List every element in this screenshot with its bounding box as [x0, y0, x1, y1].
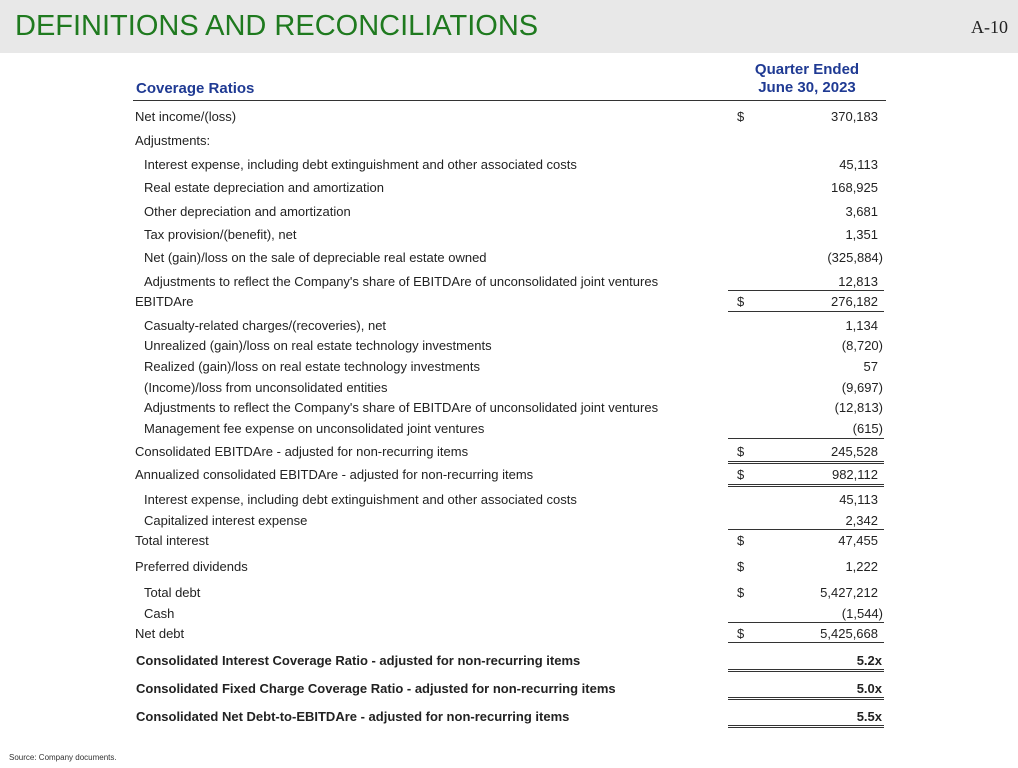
row-label: Adjustments to reflect the Company's share of EBITDAre of unconsolidated joint ventures — [144, 274, 659, 289]
row-label: Total interest — [135, 533, 209, 548]
total-rule — [728, 461, 884, 462]
section-title: Coverage Ratios — [136, 80, 255, 97]
row-value: 5,425,668 — [820, 626, 878, 641]
row-label: Adjustments: — [135, 133, 211, 148]
table-row — [0, 513, 1018, 529]
row-value: 276,182 — [831, 294, 878, 309]
table-row — [0, 492, 1018, 508]
row-value: 5.5x — [856, 709, 882, 724]
row-value: 245,528 — [831, 444, 878, 459]
table-row — [0, 318, 1018, 334]
table-row — [0, 338, 1018, 354]
ratio-rule — [728, 697, 884, 698]
total-rule — [728, 463, 884, 464]
subtotal-rule — [728, 622, 884, 623]
row-value: 45,113 — [839, 157, 878, 172]
row-label: Consolidated Fixed Charge Coverage Ratio - adjusted for non-recurring items — [136, 681, 616, 696]
table-row — [0, 109, 1018, 125]
row-label: Tax provision/(benefit), net — [144, 227, 297, 242]
ratio-rule — [728, 671, 884, 672]
table-row — [0, 400, 1018, 416]
subtotal-rule — [728, 529, 884, 530]
row-value: 3,681 — [845, 204, 878, 219]
row-label: Cash — [144, 606, 175, 621]
row-label: EBITDAre — [135, 294, 194, 309]
row-value: 47,455 — [838, 533, 878, 548]
row-value: (9,697) — [841, 380, 883, 395]
row-label: Casualty-related charges/(recoveries), net — [144, 318, 387, 333]
row-label: Consolidated EBITDAre - adjusted for non-recurring items — [135, 444, 469, 459]
row-label: Adjustments to reflect the Company's share of EBITDAre of unconsolidated joint ventures — [144, 400, 659, 415]
page-number: A-10 — [971, 17, 1008, 37]
row-value: 45,113 — [839, 492, 878, 507]
dollar-sign: $ — [737, 585, 745, 600]
row-label: Consolidated Interest Coverage Ratio - adjusted for non-recurring items — [136, 653, 581, 668]
dollar-sign: $ — [737, 444, 745, 459]
row-label: Net (gain)/loss on the sale of depreciable real estate owned — [144, 250, 487, 265]
row-value: 168,925 — [831, 180, 878, 195]
dollar-sign: $ — [737, 467, 745, 482]
row-value: 5.0x — [856, 681, 882, 696]
row-label: Realized (gain)/loss on real estate technology investments — [144, 359, 481, 374]
source-note: Source: Company documents. — [9, 753, 117, 762]
subtotal-rule — [728, 290, 884, 291]
total-rule — [728, 642, 884, 643]
table-row — [0, 467, 1018, 483]
table-row — [0, 421, 1018, 437]
table-row — [0, 227, 1018, 243]
row-value: 12,813 — [838, 274, 878, 289]
row-value: 1,222 — [845, 559, 878, 574]
row-label: Total debt — [144, 585, 201, 600]
table-row — [0, 274, 1018, 290]
dollar-sign: $ — [737, 626, 745, 641]
total-rule — [728, 484, 884, 485]
table-row — [0, 250, 1018, 266]
ratio-rule — [728, 725, 884, 726]
row-label: Consolidated Net Debt-to-EBITDAre - adjusted for non-recurring items — [136, 709, 570, 724]
row-label: Interest expense, including debt extinguishment and other associated costs — [144, 492, 577, 507]
row-value: (1,544) — [841, 606, 883, 621]
column-header-line2: June 30, 2023 — [758, 79, 856, 96]
row-value: (325,884) — [827, 250, 883, 265]
table-row — [0, 380, 1018, 396]
dollar-sign: $ — [737, 533, 745, 548]
table-row — [0, 180, 1018, 196]
row-label: Net income/(loss) — [135, 109, 237, 124]
table-row — [0, 653, 1018, 669]
row-label: (Income)/loss from unconsolidated entities — [144, 380, 388, 395]
table-row — [0, 157, 1018, 173]
row-value: 57 — [863, 359, 878, 374]
row-label: Unrealized (gain)/loss on real estate technology investments — [144, 338, 492, 353]
column-header — [736, 61, 878, 97]
table-row — [0, 133, 1018, 149]
table-row — [0, 681, 1018, 697]
table-row — [0, 294, 1018, 310]
table-row — [0, 585, 1018, 601]
subtotal-rule — [728, 438, 884, 439]
table-row — [0, 533, 1018, 549]
row-label: Preferred dividends — [135, 559, 248, 574]
table-row — [0, 559, 1018, 575]
row-label: Interest expense, including debt extinguishment and other associated costs — [144, 157, 577, 172]
dollar-sign: $ — [737, 294, 745, 309]
row-value: 982,112 — [831, 467, 878, 482]
table-row — [0, 709, 1018, 725]
row-value: 2,342 — [845, 513, 878, 528]
ratio-rule — [728, 699, 884, 700]
row-value: (8,720) — [841, 338, 883, 353]
row-value: 370,183 — [831, 109, 878, 124]
row-label: Other depreciation and amortization — [144, 204, 351, 219]
column-header-line1: Quarter Ended — [754, 61, 860, 78]
row-value: 1,134 — [845, 318, 878, 333]
row-value: 1,351 — [845, 227, 878, 242]
table-row — [0, 626, 1018, 642]
row-label: Management fee expense on unconsolidated joint ventures — [144, 421, 485, 436]
row-label: Net debt — [135, 626, 185, 641]
row-label: Annualized consolidated EBITDAre - adjusted for non-recurring items — [135, 467, 534, 482]
total-rule — [728, 311, 884, 312]
header-rule — [133, 100, 886, 101]
dollar-sign: $ — [737, 109, 745, 124]
row-value: (12,813) — [834, 400, 883, 415]
page-title: DEFINITIONS AND RECONCILIATIONS — [15, 10, 539, 42]
row-value: 5,427,212 — [820, 585, 878, 600]
ratio-rule — [728, 727, 884, 728]
total-rule — [728, 486, 884, 487]
table-row — [0, 444, 1018, 460]
dollar-sign: $ — [737, 559, 745, 574]
row-label: Capitalized interest expense — [144, 513, 308, 528]
table-row — [0, 606, 1018, 622]
row-value: (615) — [852, 421, 883, 436]
table-row — [0, 359, 1018, 375]
ratio-rule — [728, 669, 884, 670]
row-label: Real estate depreciation and amortization — [144, 180, 384, 195]
row-value: 5.2x — [856, 653, 882, 668]
table-row — [0, 204, 1018, 220]
